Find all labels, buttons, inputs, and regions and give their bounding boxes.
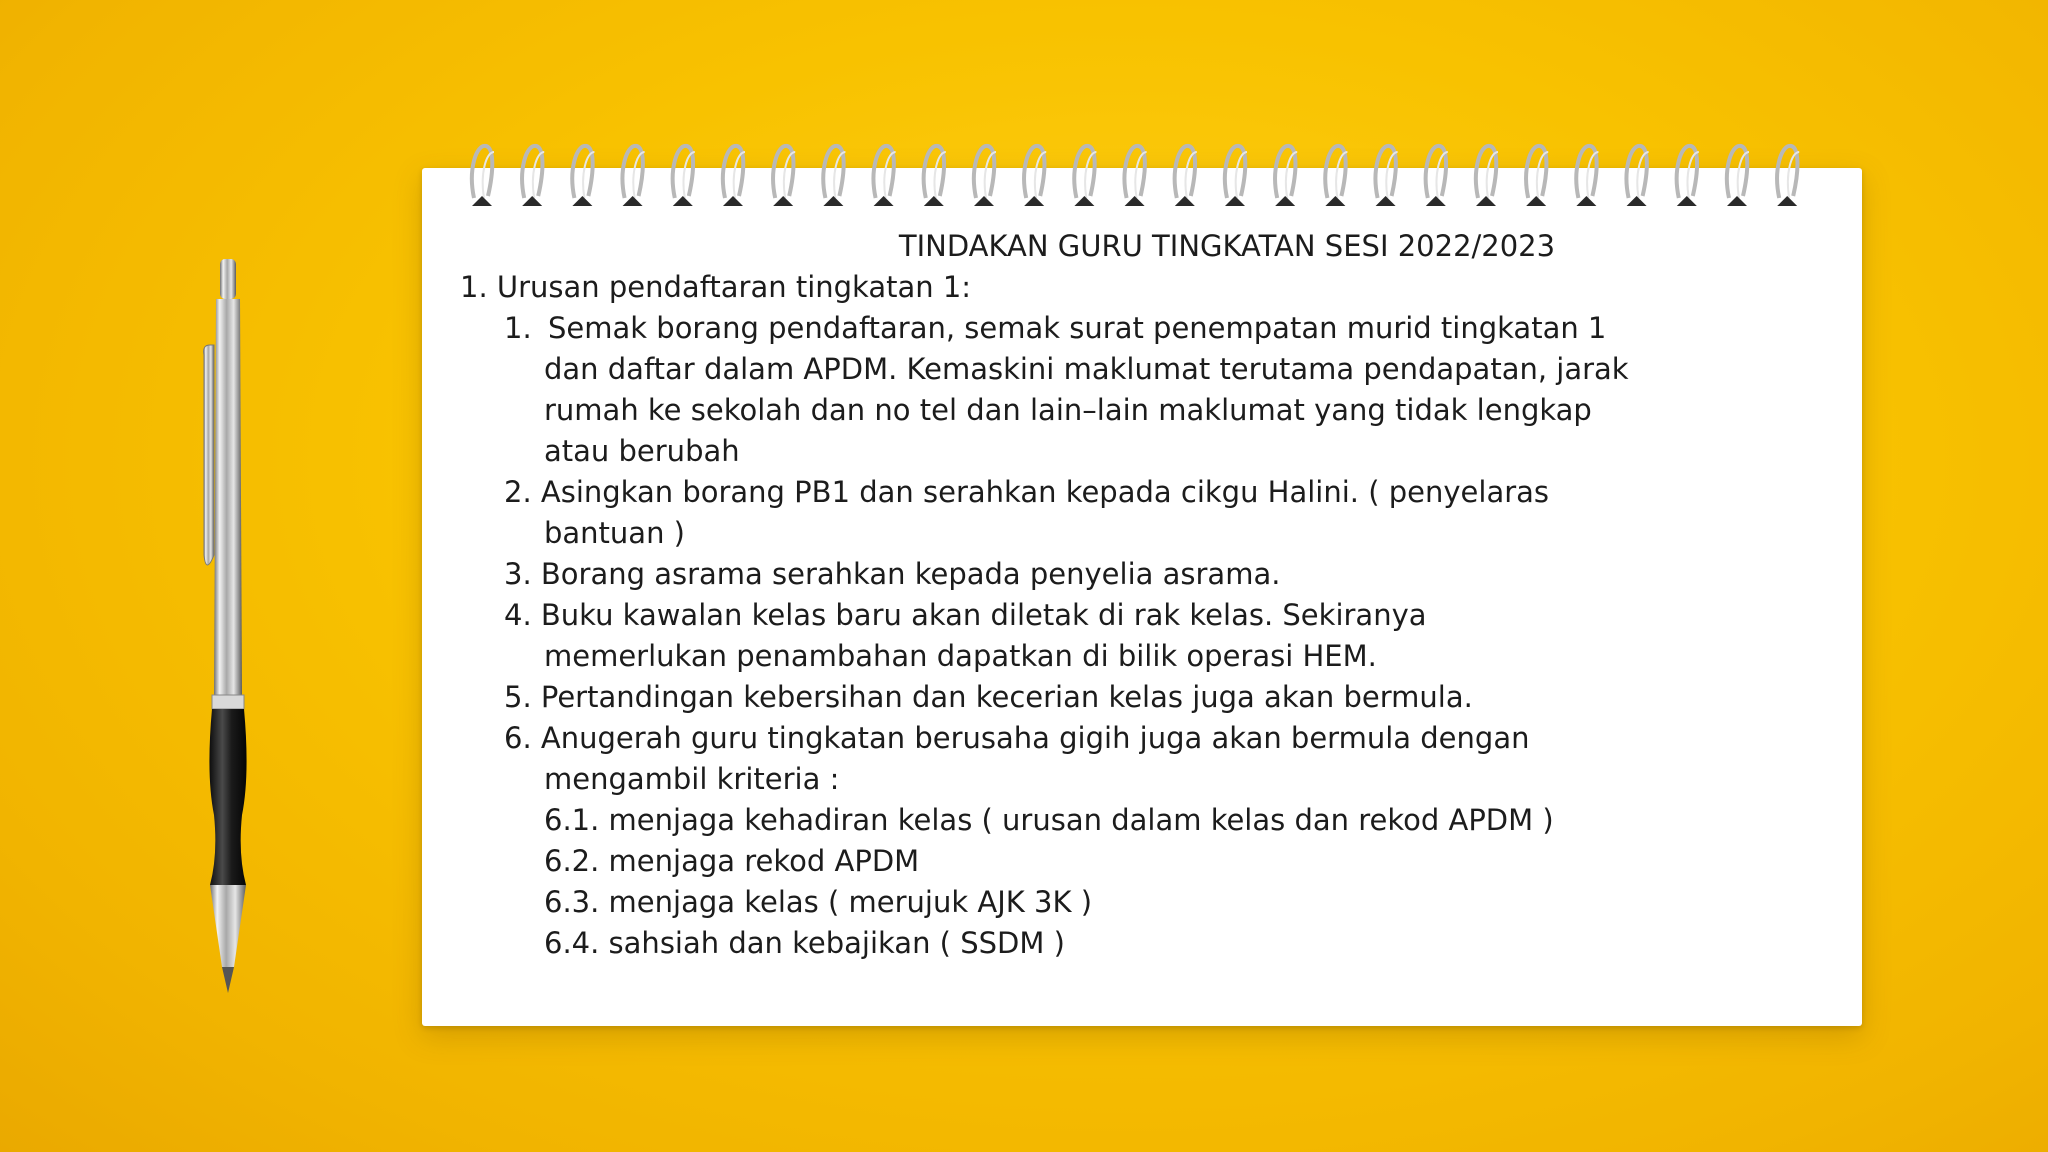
sub-list-item: 6.4. sahsiah dan kebajikan ( SSDM ) bbox=[544, 926, 1065, 960]
list-item-text: rumah ke sekolah dan no tel dan lain–lain maklumat yang tidak lengkap bbox=[544, 393, 1592, 427]
list-item-text: atau berubah bbox=[544, 434, 740, 468]
sub-list-item: 6.3. menjaga kelas ( merujuk AJK 3K ) bbox=[544, 885, 1093, 919]
page-title: TINDAKAN GURU TINGKATAN SESI 2022/2023 bbox=[898, 229, 1556, 263]
list-item-text: 2. Asingkan borang PB1 dan serahkan kepada cikgu Halini. ( penyelaras bbox=[504, 475, 1550, 509]
list-item-number: 1. bbox=[504, 311, 532, 345]
list-item-text: 4. Buku kawalan kelas baru akan diletak di rak kelas. Sekiranya bbox=[504, 598, 1427, 632]
spiral-binding-icon bbox=[462, 140, 1822, 210]
list-item-text: Semak borang pendaftaran, semak surat penempatan murid tingkatan 1 bbox=[548, 311, 1607, 345]
notepad bbox=[422, 168, 1862, 1026]
list-item-text: 5. Pertandingan kebersihan dan kecerian kelas juga akan bermula. bbox=[504, 680, 1473, 714]
section-heading: 1. Urusan pendaftaran tingkatan 1: bbox=[460, 270, 972, 304]
sub-list-item: 6.2. menjaga rekod APDM bbox=[544, 844, 920, 878]
list-item-text: dan daftar dalam APDM. Kemaskini maklumat terutama pendapatan, jarak bbox=[544, 352, 1629, 386]
sub-list-item: 6.1. menjaga kehadiran kelas ( urusan dalam kelas dan rekod APDM ) bbox=[544, 803, 1554, 837]
list-item-text: bantuan ) bbox=[544, 516, 685, 550]
list-item-text: memerlukan penambahan dapatkan di bilik operasi HEM. bbox=[544, 639, 1377, 673]
list-item-text: 3. Borang asrama serahkan kepada penyelia asrama. bbox=[504, 557, 1281, 591]
list-item-text: mengambil kriteria : bbox=[544, 762, 840, 796]
notepad-content bbox=[422, 168, 1862, 1026]
ballpoint-pen-icon bbox=[190, 255, 270, 995]
list-item-text: 6. Anugerah guru tingkatan berusaha gigih juga akan bermula dengan bbox=[504, 721, 1530, 755]
